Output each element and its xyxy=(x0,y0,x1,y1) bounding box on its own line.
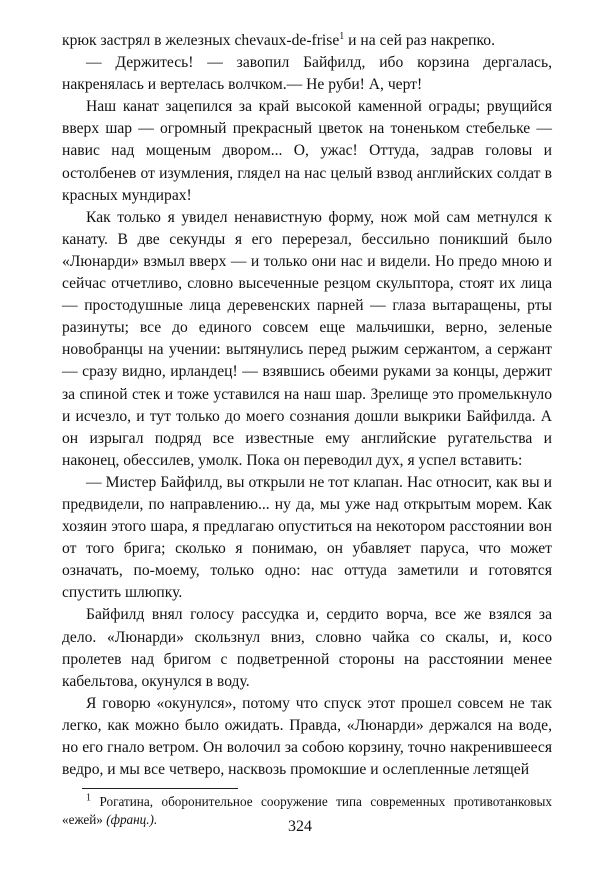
paragraph-continuation xyxy=(62,30,552,52)
main-text xyxy=(62,30,552,781)
page-number: 324 xyxy=(288,818,312,835)
paragraph-1a: крюк застрял в железных chevaux-de-frise xyxy=(62,32,340,49)
footnote-marker: 1 xyxy=(339,30,345,42)
footnote-language-note: (франц.). xyxy=(106,812,158,828)
paragraph-5: — Мистер Байфилд, вы открыли не тот клапан. Нас относит, как вы и предвидели, по направлению... ну да, мы уже над открытым морем. Как хозяин этого шара, я предлагаю опуститься на некотором расстоянии вон от того брига; сколько я понимаю, он убавляет паруса, что может означать, по-моему, только одно: нас оттуда заметили и готовятся спустить шлюпку. xyxy=(62,473,552,602)
paragraph-2: — Держитесь! — завопил Байфилд, ибо корзина дергалась, накренялась и вертелась волчком.— Не руби! А, черт! xyxy=(62,54,552,94)
footnote-text: Рогатина, оборонительное сооружение типа современных противотанковых «ежей» xyxy=(62,794,552,828)
paragraph-1b: и на сей раз накрепко. xyxy=(348,32,496,49)
paragraph-7: Я говорю «окунулся», потому что спуск этот прошел совсем не так легко, как можно было ожидать. Правда, «Люнарди» держался на воде, но его гнало ветром. Он волочил за собою корзину, точно накренившееся ведро, и мы все четверо, насквозь промокшие и ослепленные летящей xyxy=(62,694,552,779)
footnote-number: 1 xyxy=(86,792,91,804)
paragraph-3: Наш канат зацепился за край высокой каменной ограды; рвущийся вверх шар — огромный прекрасный цветок на тоненьком стебельке — навис над мощеным двором... О, ужас! Оттуда, задрав головы и остолбенев от изумления, глядел на нас целый взвод английских солдат в красных мундирах! xyxy=(62,98,552,204)
footnote-divider xyxy=(82,788,238,789)
paragraph-4: Как только я увидел ненавистную форму, нож мой сам метнулся к канату. В две секунды я его перерезал, бессильно поникший было «Люнарди» взмыл вверх — и только они нас и видели. Но предо мною и сейчас отчетливо, словно высеченные резцом скульптора, стоят их лица — простодушные лица деревенских парней — глаза вытаращены, рты разинуты; все до единого совсем еще мальчишки, верно, зеленые новобранцы на учении: вытянулись перед рыжим сержантом, а сержант — сразу видно, ирландец! — взявшись обеими руками за концы, держит за спиной стек и тоже уставился на наш шар. Зрелище это промелькнуло и исчезло, и тут только до моего сознания дошли выкрики Байфилда. А он изрыгал подряд все известные ему английские ругательства и наконец, обессилев, умолк. Пока он переводил дух, я успел вставить: xyxy=(62,208,552,469)
paragraph-6: Байфилд внял голосу рассудка и, сердито ворча, все же взялся за дело. «Люнарди» скользнул вниз, словно чайка со скалы, и, косо пролетев над бригом с подветренной стороны на расстоянии менее кабельтова, окунулся в воду. xyxy=(62,606,552,690)
